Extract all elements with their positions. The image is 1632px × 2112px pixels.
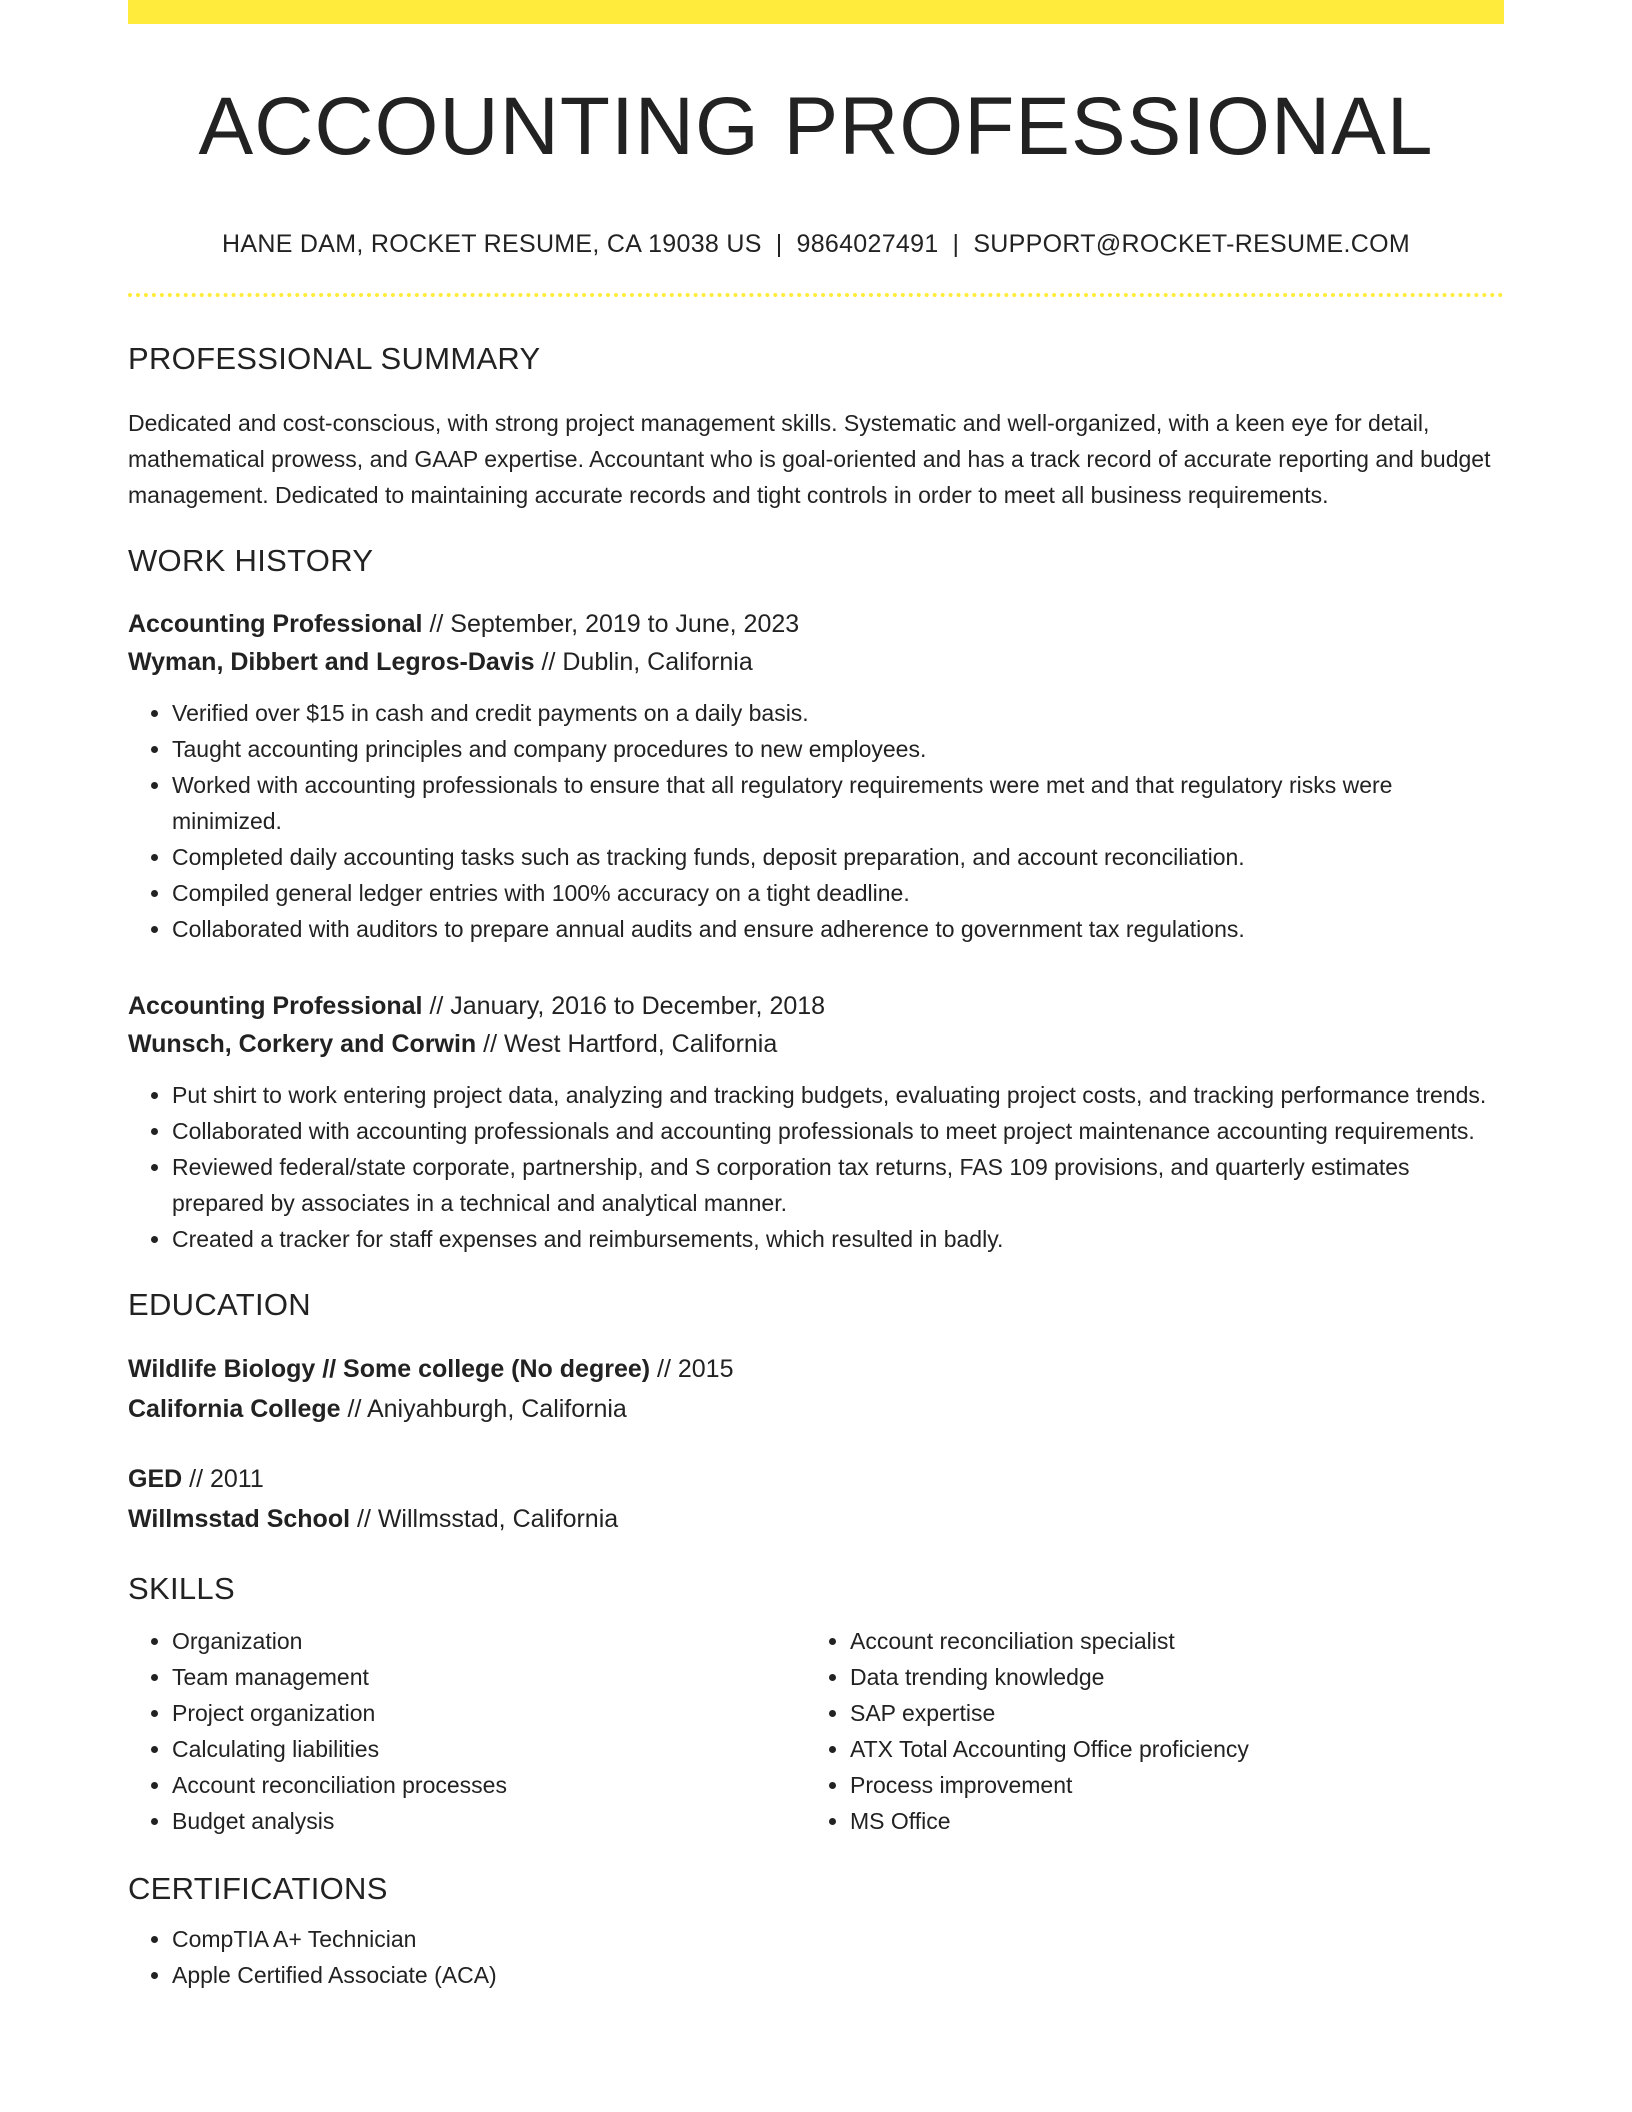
skill-item: • Organization bbox=[172, 1623, 806, 1659]
education-school: California College bbox=[128, 1395, 341, 1424]
section-title-education: EDUCATION bbox=[128, 1287, 311, 1323]
job-bullet: • Collaborated with accounting professionals and accounting professionals to meet project maintenance accounting requirements. bbox=[172, 1113, 1504, 1149]
education-entry bbox=[128, 1349, 1504, 1429]
summary-paragraph: Dedicated and cost-conscious, with strong project management skills. Systematic and well-organized, with a keen eye for detail, mathematical prowess, and GAAP expertise. Accountant who is goal-oriented and has a track record of accurate reporting and budget management. Dedicated to maintaining accurate records and tight controls in order to meet all business requirements. bbox=[128, 410, 1491, 509]
contact-email: SUPPORT@ROCKET-RESUME.COM bbox=[973, 230, 1410, 259]
job-entry bbox=[128, 605, 1504, 947]
skill-item: • Account reconciliation specialist bbox=[850, 1623, 1484, 1659]
section-title-summary: PROFESSIONAL SUMMARY bbox=[128, 341, 541, 377]
job-company: Wunsch, Corkery and Corwin bbox=[128, 1030, 477, 1059]
job-company-line bbox=[128, 1025, 1504, 1063]
job-bullet: • Completed daily accounting tasks such as tracking funds, deposit preparation, and account reconciliation. bbox=[172, 839, 1504, 875]
education-degree: GED bbox=[128, 1465, 183, 1494]
education-year: // 2011 bbox=[189, 1465, 264, 1494]
job-role-line bbox=[128, 987, 1504, 1025]
skill-item: • Account reconciliation processes bbox=[172, 1767, 806, 1803]
job-bullet: • Collaborated with auditors to prepare annual audits and ensure adherence to government tax regulations. bbox=[172, 911, 1504, 947]
education-entry bbox=[128, 1459, 1504, 1539]
certification-item: • CompTIA A+ Technician bbox=[172, 1921, 1504, 1957]
education-year: // 2015 bbox=[657, 1355, 734, 1384]
accent-top-bar bbox=[128, 0, 1504, 24]
resume-page bbox=[128, 0, 1504, 1993]
skills-list-left bbox=[128, 1623, 806, 1839]
education-school: Willmsstad School bbox=[128, 1505, 351, 1534]
section-title-skills: SKILLS bbox=[128, 1571, 235, 1607]
certifications-list bbox=[128, 1921, 1504, 1993]
job-bullets bbox=[128, 1077, 1504, 1257]
contact-separator: | bbox=[952, 230, 960, 259]
section-title-certifications: CERTIFICATIONS bbox=[128, 1871, 388, 1907]
job-entry bbox=[128, 987, 1504, 1257]
skill-item: • Data trending knowledge bbox=[850, 1659, 1484, 1695]
skill-item: • Project organization bbox=[172, 1695, 806, 1731]
job-bullet: • Worked with accounting professionals to ensure that all regulatory requirements were met and that regulatory risks were minimized. bbox=[172, 767, 1504, 839]
resume-title: ACCOUNTING PROFESSIONAL bbox=[198, 81, 1434, 172]
skill-item: • SAP expertise bbox=[850, 1695, 1484, 1731]
job-location: // West Hartford, California bbox=[483, 1030, 778, 1059]
skill-item: • Team management bbox=[172, 1659, 806, 1695]
job-dates: // January, 2016 to December, 2018 bbox=[429, 992, 826, 1021]
job-company: Wyman, Dibbert and Legros-Davis bbox=[128, 648, 535, 677]
job-bullet: • Created a tracker for staff expenses and reimbursements, which resulted in badly. bbox=[172, 1221, 1504, 1257]
skill-item: • Process improvement bbox=[850, 1767, 1484, 1803]
job-dates: // September, 2019 to June, 2023 bbox=[429, 610, 800, 639]
skill-item: • ATX Total Accounting Office proficiency bbox=[850, 1731, 1484, 1767]
education-location: // Aniyahburgh, California bbox=[347, 1395, 627, 1424]
contact-separator: | bbox=[775, 230, 783, 259]
dotted-divider bbox=[128, 293, 1504, 297]
job-bullet: • Taught accounting principles and company procedures to new employees. bbox=[172, 731, 1504, 767]
education-school-line bbox=[128, 1389, 1504, 1429]
skill-item: • Budget analysis bbox=[172, 1803, 806, 1839]
education-location: // Willmsstad, California bbox=[357, 1505, 619, 1534]
job-company-line bbox=[128, 643, 1504, 681]
education-degree: Wildlife Biology // Some college (No degree) bbox=[128, 1355, 651, 1384]
section-title-work-history: WORK HISTORY bbox=[128, 543, 374, 579]
job-bullets bbox=[128, 695, 1504, 947]
job-bullet: • Put shirt to work entering project data, analyzing and tracking budgets, evaluating project costs, and tracking performance trends. bbox=[172, 1077, 1504, 1113]
skill-item: • MS Office bbox=[850, 1803, 1484, 1839]
contact-address: HANE DAM, ROCKET RESUME, CA 19038 US bbox=[222, 230, 762, 259]
education-degree-line bbox=[128, 1349, 1504, 1389]
skills-columns bbox=[128, 1623, 1504, 1839]
job-bullet: • Reviewed federal/state corporate, partnership, and S corporation tax returns, FAS 109 provisions, and quarterly estimates prepared by associates in a technical and analytical manner. bbox=[172, 1149, 1504, 1221]
job-bullet: • Verified over $15 in cash and credit payments on a daily basis. bbox=[172, 695, 1504, 731]
contact-line bbox=[128, 230, 1504, 259]
skill-item: • Calculating liabilities bbox=[172, 1731, 806, 1767]
skills-list-right bbox=[806, 1623, 1484, 1839]
education-school-line bbox=[128, 1499, 1504, 1539]
job-role-line bbox=[128, 605, 1504, 643]
job-location: // Dublin, California bbox=[541, 648, 753, 677]
job-role: Accounting Professional bbox=[128, 610, 423, 639]
job-role: Accounting Professional bbox=[128, 992, 423, 1021]
certification-item: • Apple Certified Associate (ACA) bbox=[172, 1957, 1504, 1993]
education-degree-line bbox=[128, 1459, 1504, 1499]
job-bullet: • Compiled general ledger entries with 100% accuracy on a tight deadline. bbox=[172, 875, 1504, 911]
contact-phone: 9864027491 bbox=[796, 230, 939, 259]
